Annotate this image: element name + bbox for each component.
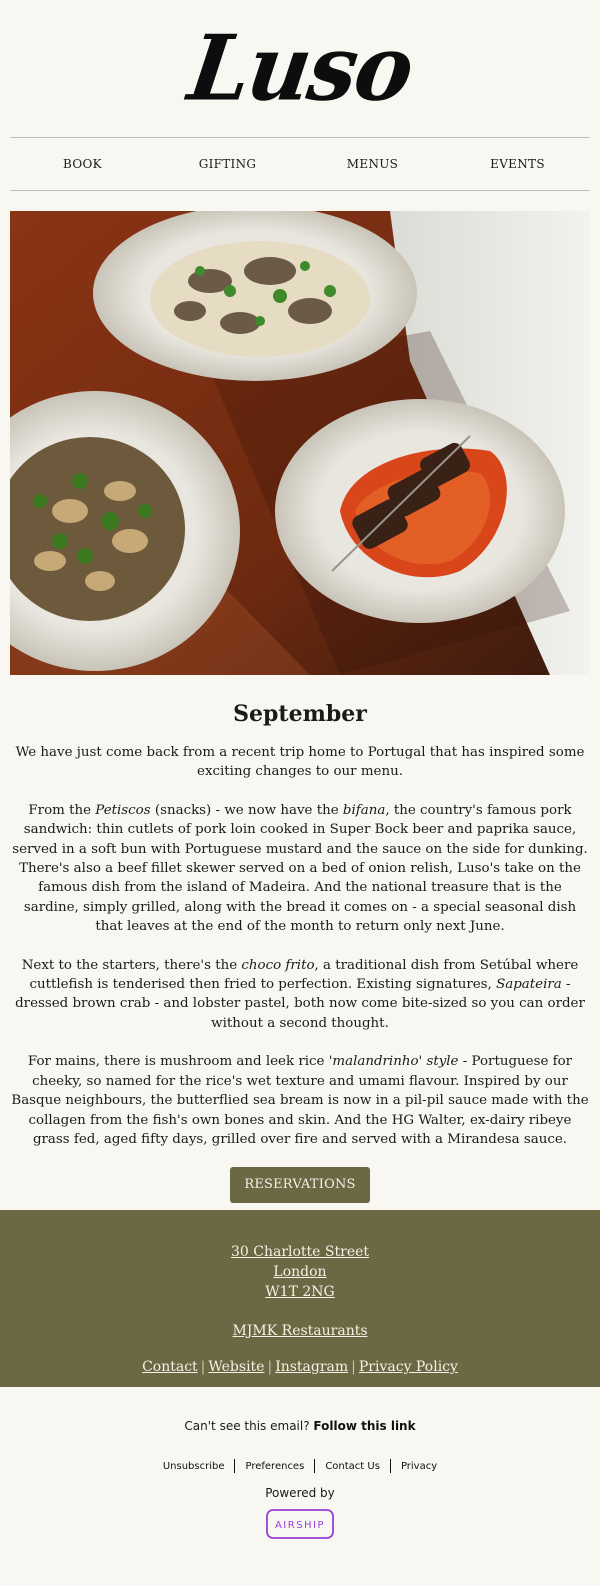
- preferences-link[interactable]: Preferences: [245, 1461, 305, 1472]
- text-italic: 'malandrinho' style: [328, 1054, 459, 1070]
- nav-events[interactable]: EVENTS: [490, 157, 545, 171]
- text-span: From the: [28, 802, 96, 818]
- view-online: [0, 1419, 600, 1433]
- company-link[interactable]: MJMK Restaurants: [232, 1323, 368, 1339]
- privacy-policy-link[interactable]: Privacy Policy: [358, 1359, 458, 1375]
- nav-gifting[interactable]: GIFTING: [198, 157, 257, 171]
- cta-container: [0, 1167, 600, 1203]
- instagram-link[interactable]: Instagram: [275, 1359, 349, 1375]
- text-span: (snacks) - we now have the: [150, 802, 343, 818]
- powered-by-text: Powered by: [265, 1486, 335, 1500]
- address-line-street[interactable]: 30 Charlotte Street: [230, 1244, 370, 1260]
- text-italic: Sapateira: [496, 977, 562, 993]
- separator: |: [200, 1359, 206, 1375]
- divider: [234, 1459, 235, 1473]
- privacy-link[interactable]: Privacy: [400, 1461, 438, 1472]
- footer-links: [0, 1359, 600, 1375]
- text-italic: bifana: [342, 802, 386, 818]
- text-italic: choco frito: [241, 957, 315, 973]
- text-span: - Portuguese for cheeky, so named for the rice's wet texture and umami flavour. Inspired by our Basque neighbours, the butterflied sea bream is now in a pil-pil sauce made with the collagen from the fish's own bones and skin. And the HG Walter, ex-dairy ribeye grass fed, aged fifty days, grilled over fire and served with a Mirandesa sauce.: [11, 1054, 589, 1147]
- divider: [390, 1459, 391, 1473]
- text-span: Next to the starters, there's the: [21, 957, 242, 973]
- paragraph-intro: We have just come back from a recent trip home to Portugal that has inspired some exciting changes to our menu.: [15, 745, 585, 780]
- separator: |: [351, 1359, 356, 1375]
- main-nav: [10, 137, 590, 191]
- header: [0, 0, 600, 137]
- unsubscribe-link[interactable]: Unsubscribe: [162, 1461, 225, 1472]
- airship-logo[interactable]: [265, 1506, 335, 1542]
- bottom-strip: [0, 1562, 600, 1586]
- email-meta: [0, 1387, 600, 1542]
- luso-logo[interactable]: Luso: [182, 14, 418, 121]
- text-span: , a traditional dish from Setúbal where cuttlefish is tenderised then fried to perfection. Existing signatures,: [29, 957, 579, 993]
- text-span: For mains, there is mushroom and leek rice: [27, 1054, 329, 1070]
- text-italic: Petiscos: [95, 802, 151, 818]
- follow-link[interactable]: Follow this link: [313, 1419, 416, 1433]
- text-span: , the country's famous pork sandwich: thin cutlets of pork loin cooked in Super Bock beer and paprika sauce, served in a soft bun with Portuguese mustard and the sauce on the side for dunking. There's also a beef fillet skewer served on a bed of onion relish, Luso's take on the famous dish from the island of Madeira. And the national treasure that is the sardine, simply grilled, along with the bread it comes on - a special seasonal dish that leaves at the end of the month to return only next June.: [12, 802, 588, 935]
- paragraph-mains: [10, 1052, 590, 1149]
- contact-us-link[interactable]: Contact Us: [325, 1461, 380, 1472]
- website-link[interactable]: Website: [208, 1359, 265, 1375]
- hero-food-photo: [10, 211, 590, 675]
- airship-logo-icon: [265, 1506, 335, 1542]
- contact-link[interactable]: Contact: [142, 1359, 198, 1375]
- divider: [314, 1459, 315, 1473]
- address-line-postcode[interactable]: W1T 2NG: [265, 1284, 335, 1300]
- separator: |: [267, 1359, 273, 1375]
- reservations-button[interactable]: RESERVATIONS: [230, 1167, 370, 1203]
- address-line-city[interactable]: London: [273, 1264, 327, 1280]
- text-span: - dressed brown crab - and lobster pastel, both now come bite-sized so you can order without a second thought.: [15, 977, 585, 1031]
- nav-menus[interactable]: MENUS: [346, 157, 399, 171]
- airship-logo-text: AIRSHIP: [274, 1520, 326, 1531]
- footer: [0, 1210, 600, 1387]
- paragraph-starters: [10, 956, 590, 1034]
- nav-book[interactable]: BOOK: [63, 157, 102, 171]
- paragraph-petiscos: [10, 801, 590, 937]
- article-title: September: [233, 701, 367, 727]
- preference-links: [0, 1459, 600, 1473]
- view-online-text: Can't see this email?: [184, 1419, 310, 1433]
- address-block: [0, 1241, 600, 1301]
- food-photo-illustration: [10, 211, 590, 675]
- article-body: [0, 743, 600, 1149]
